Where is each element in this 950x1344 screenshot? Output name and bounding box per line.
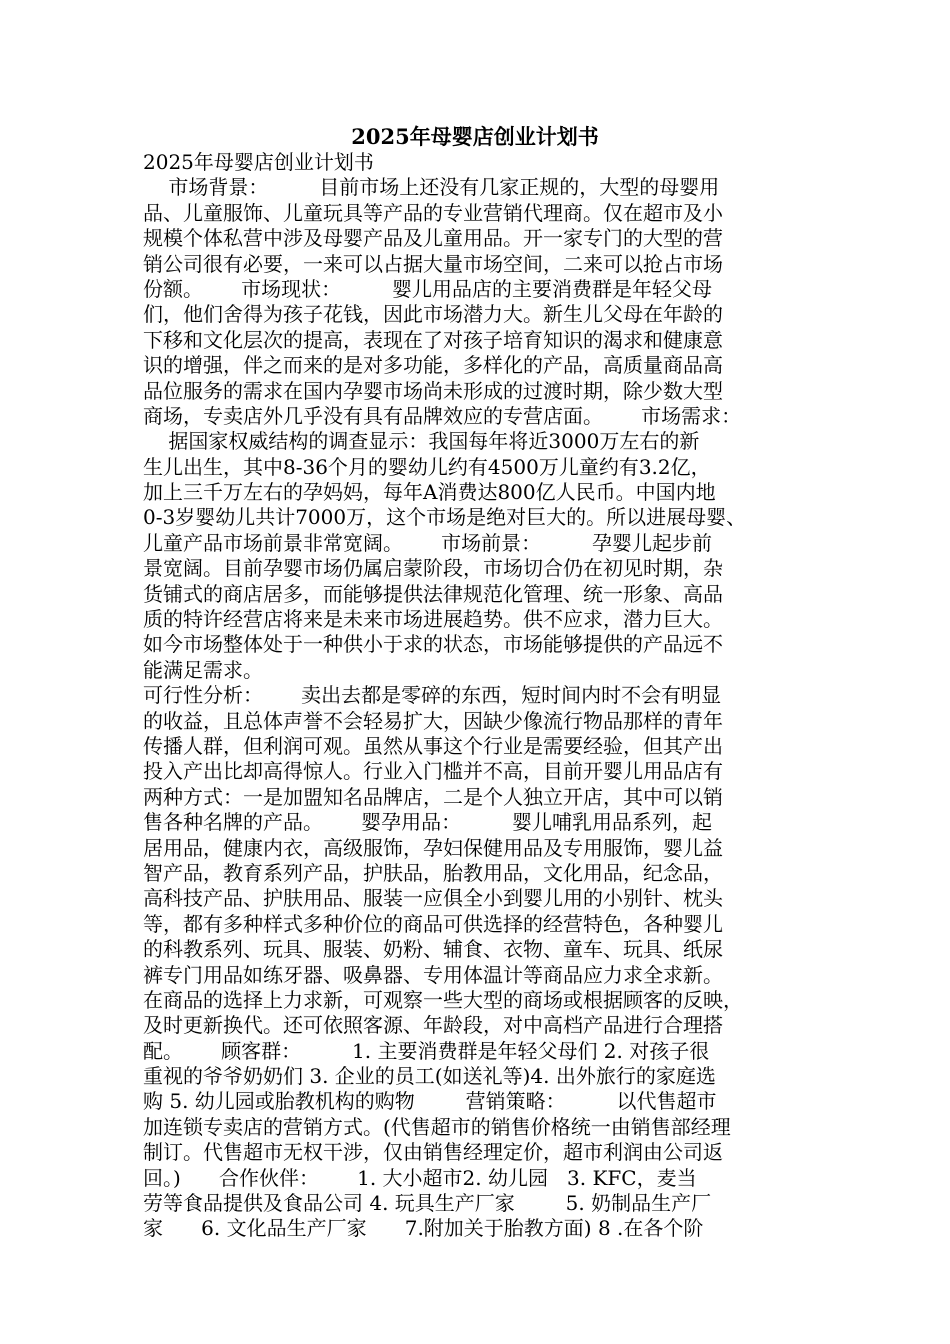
text-line: 品位服务的需求在国内孕婴市场尚未形成的过渡时期，除少数大型 — [143, 378, 723, 403]
text-line: 家 6. 文化品生产厂家 7.附加关于胎教方面) 8 .在各个阶 — [143, 1216, 704, 1241]
text-line: 识的增强，伴之而来的是对多功能，多样化的产品，高质量商品高 — [143, 353, 723, 378]
text-line: 能满足需求。 — [143, 657, 263, 682]
text-line: 加连锁专卖店的营销方式。(代售超市的销售价格统一由销售部经理 — [143, 1114, 731, 1139]
text-line: 2025年母婴店创业计划书 — [143, 150, 374, 174]
text-line: 景宽阔。目前孕婴市场仍属启蒙阶段，市场切合仍在初见时期，杂 — [143, 556, 723, 581]
text-line: 投入产出比却高得惊人。行业入门槛并不高，目前开婴儿用品店有 — [143, 759, 723, 784]
text-line: 售各种名牌的产品。 婴孕用品： 婴儿哺乳用品系列，起 — [143, 810, 713, 835]
text-line: 制订。代售超市无权干涉，仅由销售经理定价，超市利润由公司返 — [143, 1140, 723, 1165]
text-line: 质的特许经营店将来是未来市场进展趋势。供不应求，潜力巨大。 — [143, 607, 723, 632]
text-line: 回。) 合作伙伴： 1. 大小超市2. 幼儿园 3. KFC，麦当 — [143, 1165, 697, 1190]
text-line: 传播人群，但利润可观。虽然从事这个行业是需要经验，但其产出 — [143, 733, 723, 758]
text-line: 如今市场整体处于一种供小于求的状态，市场能够提供的产品远不 — [143, 632, 723, 657]
text-line: 居用品，健康内衣，高级服饰，孕妇保健用品及专用服饰，婴儿益 — [143, 835, 723, 860]
text-line: 重视的爷爷奶奶们 3. 企业的员工(如送礼等)4. 出外旅行的家庭选 — [143, 1064, 716, 1089]
text-line: 商场，专卖店外几乎没有具有品牌效应的专营店面。 市场需求： — [143, 403, 742, 428]
text-line: 份额。 市场现状： 婴儿用品店的主要消费群是年轻父母 — [143, 276, 713, 301]
text-line: 高科技产品、护肤用品、服装一应俱全小到婴儿用的小别针、枕头 — [143, 886, 723, 911]
text-line: 们，他们舍得为孩子花钱，因此市场潜力大。新生儿父母在年龄的 — [143, 302, 723, 327]
text-line: 劳等食品提供及食品公司 4. 玩具生产厂家 5. 奶制品生产厂 — [143, 1191, 712, 1216]
text-line: 下移和文化层次的提高，表现在了对孩子培育知识的渴求和健康意 — [143, 327, 723, 352]
text-line: 加上三千万左右的孕妈妈，每年A消费达800亿人民币。中国内地 — [143, 480, 716, 505]
text-line: 品、儿童服饰、儿童玩具等产品的专业营销代理商。仅在超市及小 — [143, 200, 723, 225]
text-line: 的科教系列、玩具、服装、奶粉、辅食、衣物、童车、玩具、纸尿 — [143, 937, 723, 962]
text-line: 两种方式：一是加盟知名品牌店，二是个人独立开店，其中可以销 — [143, 784, 723, 809]
text-line: 货铺式的商店居多，而能够提供法律规范化管理、统一形象、高品 — [143, 581, 723, 606]
text-line: 儿童产品市场前景非常宽阔。 市场前景： 孕婴儿起步前 — [143, 530, 713, 555]
text-line: 裤专门用品如练牙器、吸鼻器、专用体温计等商品应力求全求新。 — [143, 962, 723, 987]
text-line: 规模个体私营中涉及母婴产品及儿童用品。开一家专门的大型的营 — [143, 226, 723, 251]
text-line: 配。 顾客群： 1. 主要消费群是年轻父母们 2. 对孩子很 — [143, 1038, 710, 1063]
document-body — [143, 150, 815, 1242]
text-line: 购 5. 幼儿园或胎教机构的购物 营销策略： 以代售超市 — [143, 1089, 717, 1114]
text-line: 的收益，且总体声誉不会轻易扩大，因缺少像流行物品那样的青年 — [143, 708, 723, 733]
text-line: 可行性分析： 卖出去都是零碎的东西，短时间内时不会有明显 — [143, 683, 722, 708]
text-line: 等，都有多种样式多种价位的商品可供选择的经营特色，各种婴儿 — [143, 911, 723, 936]
text-line: 智产品，教育系列产品，护肤品，胎教用品，文化用品，纪念品， — [143, 860, 723, 885]
text-line: 及时更新换代。还可依照客源、年龄段，对中高档产品进行合理搭 — [143, 1013, 723, 1038]
text-line: 销公司很有必要，一来可以占据大量市场空间，二来可以抢占市场 — [143, 251, 723, 276]
text-line: 在商品的选择上力求新，可观察一些大型的商场或根据顾客的反映， — [143, 987, 743, 1012]
text-line: 生儿出生，其中8-36个月的婴幼儿约有4500万儿童约有3.2亿， — [143, 454, 711, 479]
text-line: 据国家权威结构的调查显示：我国每年将近3000万左右的新 — [143, 429, 700, 454]
text-line: 0-3岁婴幼儿共计7000万，这个市场是绝对巨大的。所以进展母婴、 — [143, 505, 747, 530]
text-line: 市场背景： 目前市场上还没有几家正规的，大型的母婴用 — [143, 175, 720, 200]
document-title: 2025年母婴店创业计划书 — [351, 124, 599, 149]
